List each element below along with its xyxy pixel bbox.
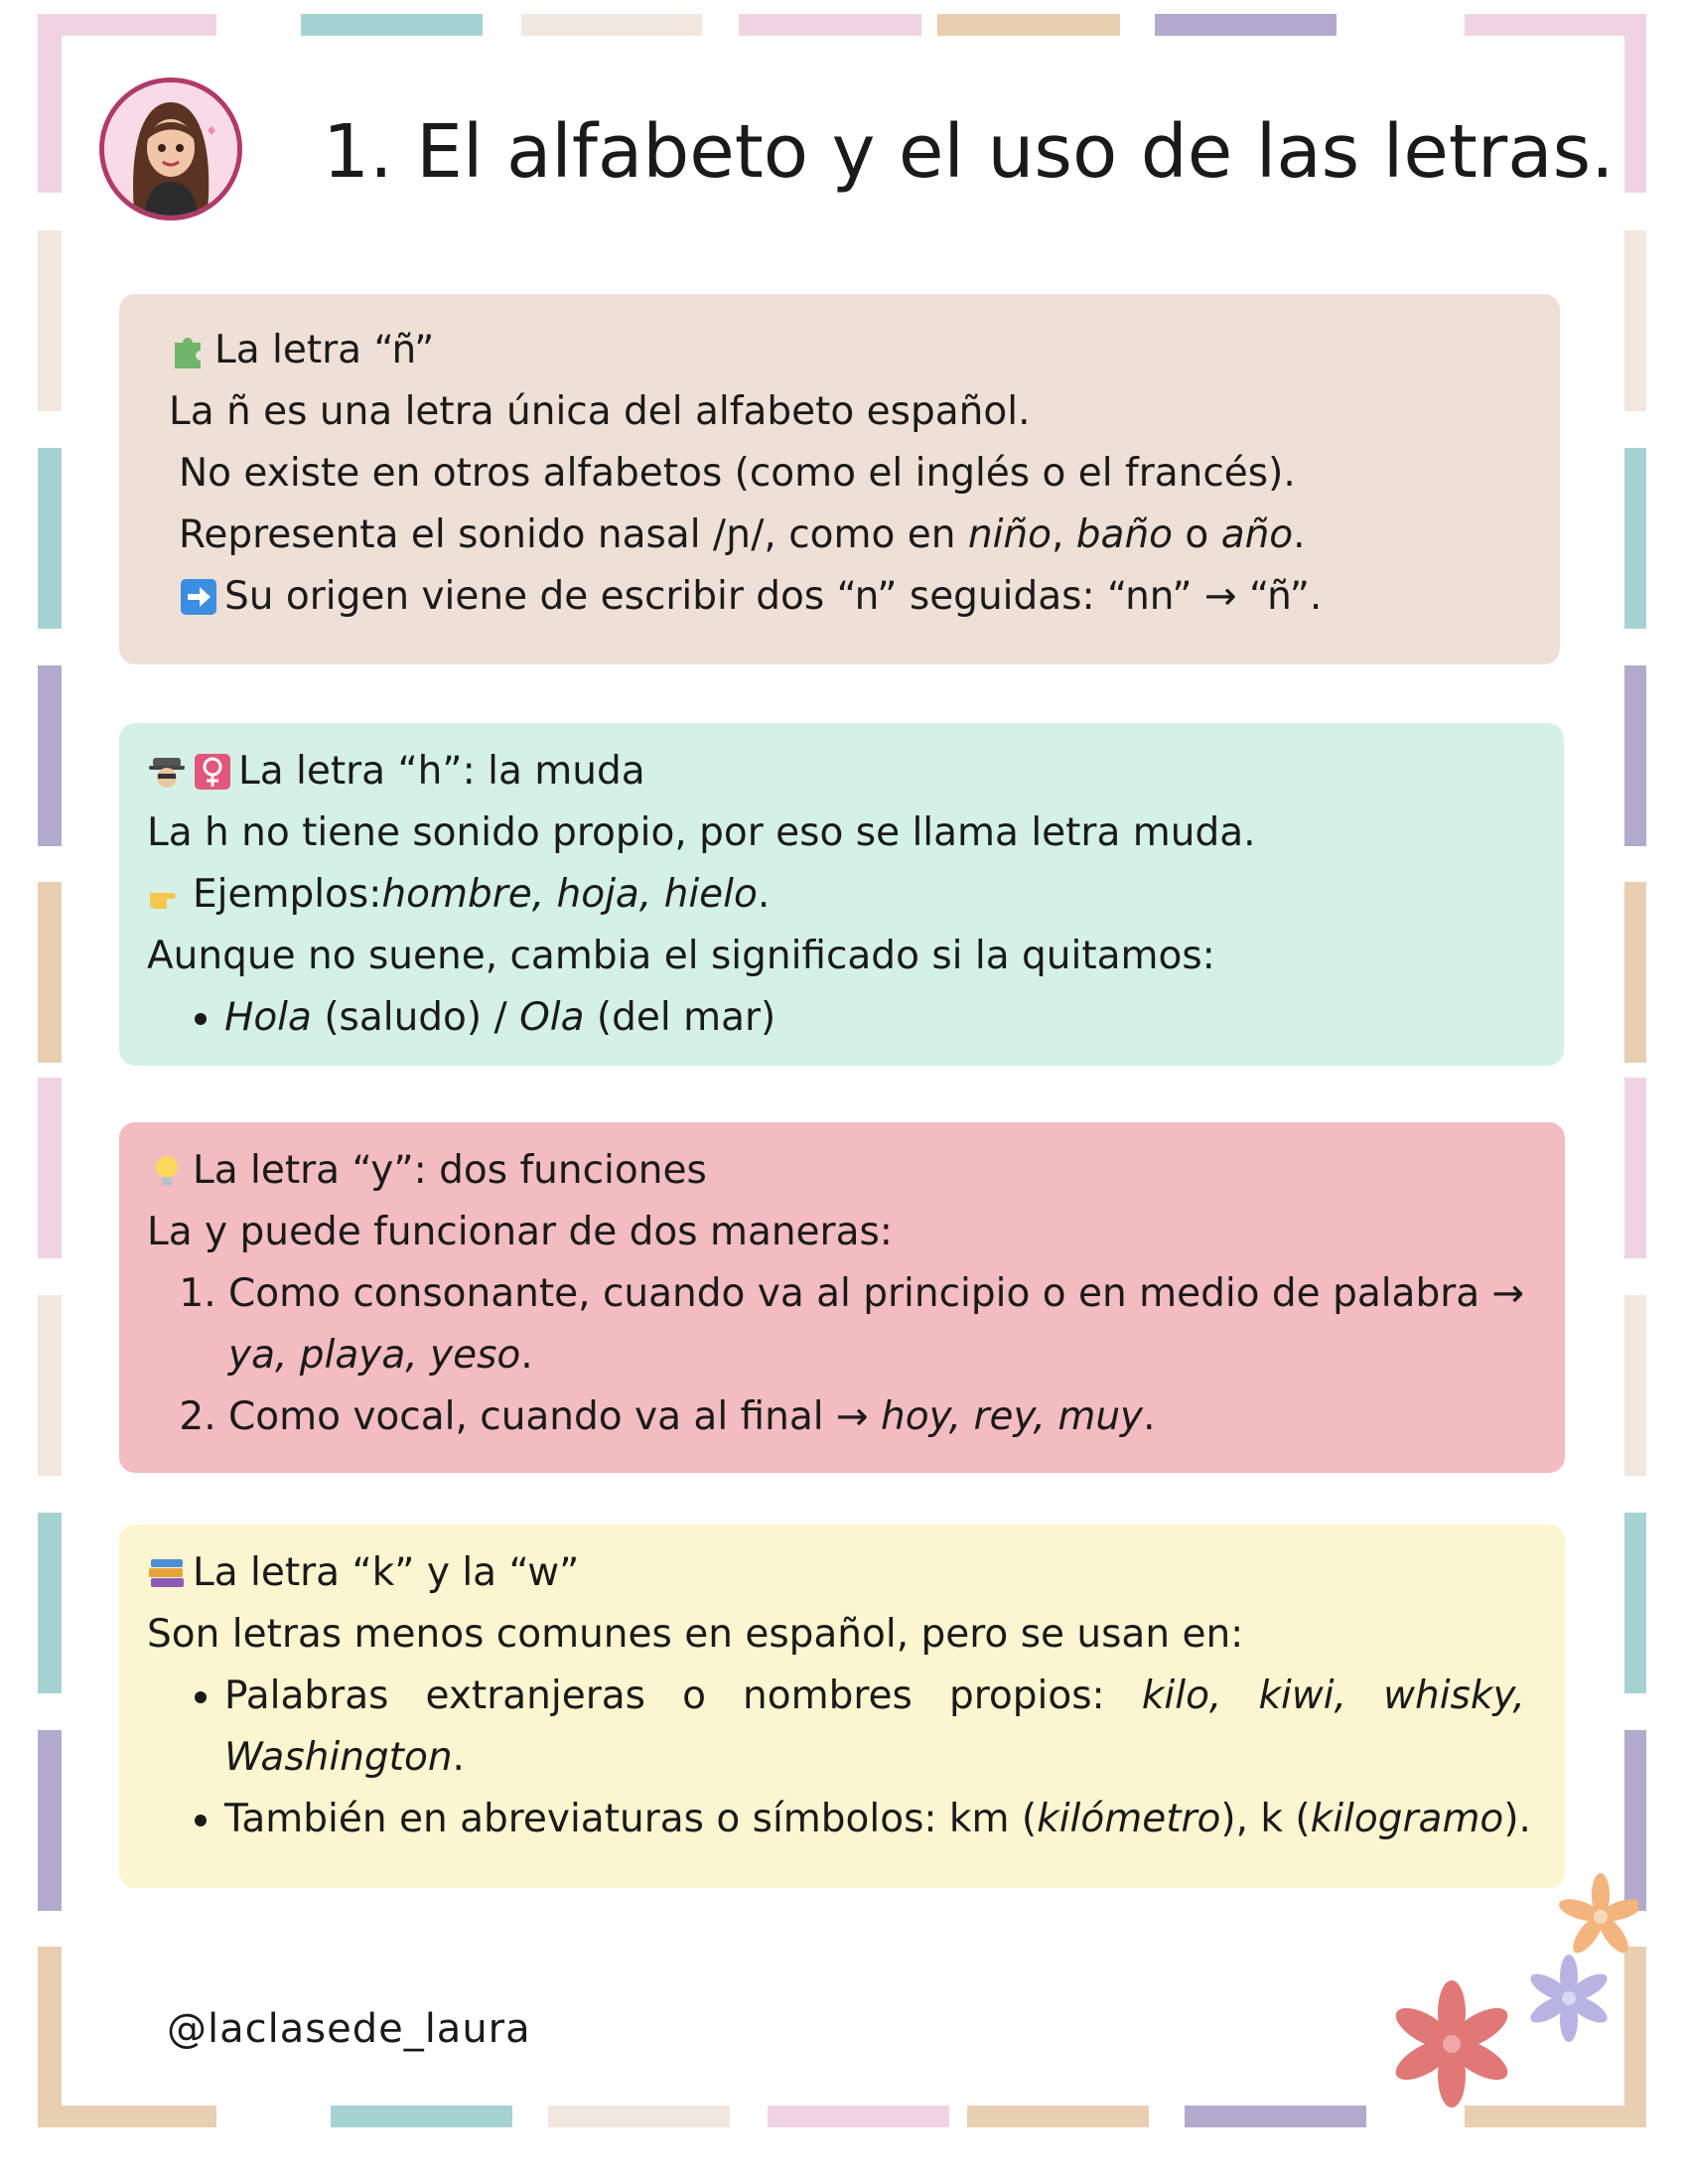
frame-dash [1624, 1513, 1646, 1693]
text-span: . [1143, 1394, 1156, 1439]
example-words: hombre, hoja, hielo [381, 872, 758, 917]
frame-dash [38, 1295, 62, 1476]
text-span: (saludo) / [311, 995, 520, 1040]
frame-dash [38, 1513, 62, 1693]
lightbulb-icon [147, 1151, 187, 1191]
list-item [224, 1789, 1535, 1850]
text-line [169, 566, 1530, 628]
card-letter-y [119, 1122, 1565, 1473]
text-word: extranjeras [425, 1674, 645, 1718]
frame-dash [38, 1078, 62, 1258]
example-word: kiwi, [1258, 1674, 1346, 1718]
text-line: Son letras menos comunes en español, pero se usan en: [147, 1612, 1244, 1657]
card-heading-text: La letra “k” y la “w” [193, 1550, 580, 1595]
frame-dash [301, 14, 483, 36]
detective-icon [147, 752, 187, 792]
example-word: Ola [519, 995, 585, 1040]
avatar [99, 77, 242, 220]
flower-orange-icon [1556, 1873, 1638, 1958]
puzzle-icon [169, 331, 209, 370]
frame-dash [38, 14, 62, 193]
example-word: Hola [224, 995, 312, 1040]
card-heading [169, 320, 1530, 381]
example-word: Washington [224, 1735, 453, 1780]
text-span: Representa el sonido nasal /ɲ/, como en [179, 512, 968, 557]
list-item [228, 1386, 1535, 1448]
card-heading [147, 1542, 1535, 1604]
frame-dash [38, 1730, 62, 1911]
example-word: kilogramo [1310, 1797, 1504, 1841]
frame-dash [1624, 230, 1646, 411]
pointing-hand-icon [147, 875, 187, 915]
text-span: . [1293, 512, 1306, 557]
frame-dash [1465, 14, 1646, 36]
bullet-list [147, 987, 1534, 1049]
example-word: kilo, [1141, 1674, 1222, 1718]
frame-dash [937, 14, 1120, 36]
page-title: 1. El alfabeto y el uso de las letras. [323, 109, 1615, 195]
text-word: • Palabras [224, 1674, 389, 1718]
frame-dash [331, 2106, 512, 2127]
frame-dash [1624, 448, 1646, 629]
text-span: Como vocal, cuando va al final → [228, 1394, 882, 1439]
example-words: hoy, rey, muy [881, 1394, 1144, 1439]
text-span: . [520, 1333, 533, 1378]
text-word: nombres [743, 1674, 913, 1718]
list-item [224, 987, 1534, 1049]
frame-dash [38, 448, 62, 629]
frame-dash [1185, 2106, 1366, 2127]
frame-dash [1624, 1295, 1646, 1476]
footer-handle: @laclasede_laura [167, 2006, 531, 2052]
bullet-list [147, 1666, 1535, 1850]
frame-dash [38, 1947, 62, 2127]
card-heading [147, 741, 1534, 802]
female-sign-icon [193, 752, 232, 792]
card-letter-enye [119, 294, 1560, 664]
example-word: niño [967, 512, 1052, 557]
text-span: . [452, 1735, 465, 1780]
card-heading [147, 1140, 1535, 1202]
example-word: año [1220, 512, 1294, 557]
card-heading-text: La letra “ñ” [214, 328, 435, 372]
text-line: La y puede funcionar de dos maneras: [147, 1210, 893, 1254]
example-word: whisky, [1383, 1674, 1525, 1718]
card-letters-k-w [119, 1525, 1565, 1888]
flowers-icon [1380, 1867, 1638, 2115]
text-line: Aunque no suene, cambia el significado si la quitamos: [147, 934, 1215, 978]
text-line: La h no tiene sonido propio, por eso se llama letra muda. [147, 810, 1256, 855]
flower-lavender-icon [1526, 1955, 1611, 2042]
text-span: Ejemplos: [193, 872, 382, 917]
frame-dash [521, 14, 702, 36]
justified-line [224, 1666, 1525, 1727]
card-heading-text: La letra “y”: dos funciones [193, 1148, 707, 1193]
numbered-list [147, 1263, 1535, 1448]
frame-dash [1155, 14, 1336, 36]
text-span: o [1173, 512, 1221, 557]
card-heading-text: La letra “h”: la muda [238, 749, 645, 794]
text-span: (del mar) [584, 995, 776, 1040]
text-line [147, 864, 1534, 926]
text-word: propios: [948, 1674, 1105, 1718]
text-line: La ñ es una letra única del alfabeto español. [169, 389, 1031, 434]
frame-dash [38, 14, 216, 36]
text-span: También en abreviaturas o símbolos: km ( [224, 1797, 1038, 1841]
frame-dash [1624, 882, 1646, 1063]
list-item [228, 1263, 1535, 1386]
frame-dash [1624, 14, 1646, 193]
frame-dash [1624, 665, 1646, 846]
example-word: kilómetro [1037, 1797, 1221, 1841]
girl-avatar-icon [104, 82, 237, 216]
frame-dash [768, 2106, 949, 2127]
example-words: ya, playa, yeso [228, 1333, 521, 1378]
list-item [224, 1666, 1535, 1789]
frame-dash [38, 230, 62, 411]
text-span: . [757, 872, 771, 917]
text-word: o [682, 1674, 706, 1718]
card-letter-h [119, 723, 1564, 1066]
text-span: , [1052, 512, 1076, 557]
frame-dash [38, 2106, 216, 2127]
text-span: Como consonante, cuando va al principio o en medio de palabra → [228, 1271, 1525, 1316]
frame-dash [967, 2106, 1149, 2127]
books-icon [147, 1553, 187, 1593]
right-arrow-icon [179, 577, 218, 617]
text-line [169, 505, 1530, 566]
text-span: ). [1503, 1797, 1531, 1841]
frame-dash [1624, 1078, 1646, 1258]
text-line: No existe en otros alfabetos (como el inglés o el francés). [179, 451, 1296, 496]
frame-dash [739, 14, 921, 36]
frame-dash [548, 2106, 730, 2127]
text-span: Su origen viene de escribir dos “n” seguidas: “nn” → “ñ”. [224, 574, 1323, 619]
example-word: baño [1075, 512, 1174, 557]
text-span: ), k ( [1220, 1797, 1311, 1841]
frame-dash [38, 882, 62, 1063]
frame-dash [38, 665, 62, 846]
flower-red-icon [1390, 1980, 1514, 2108]
